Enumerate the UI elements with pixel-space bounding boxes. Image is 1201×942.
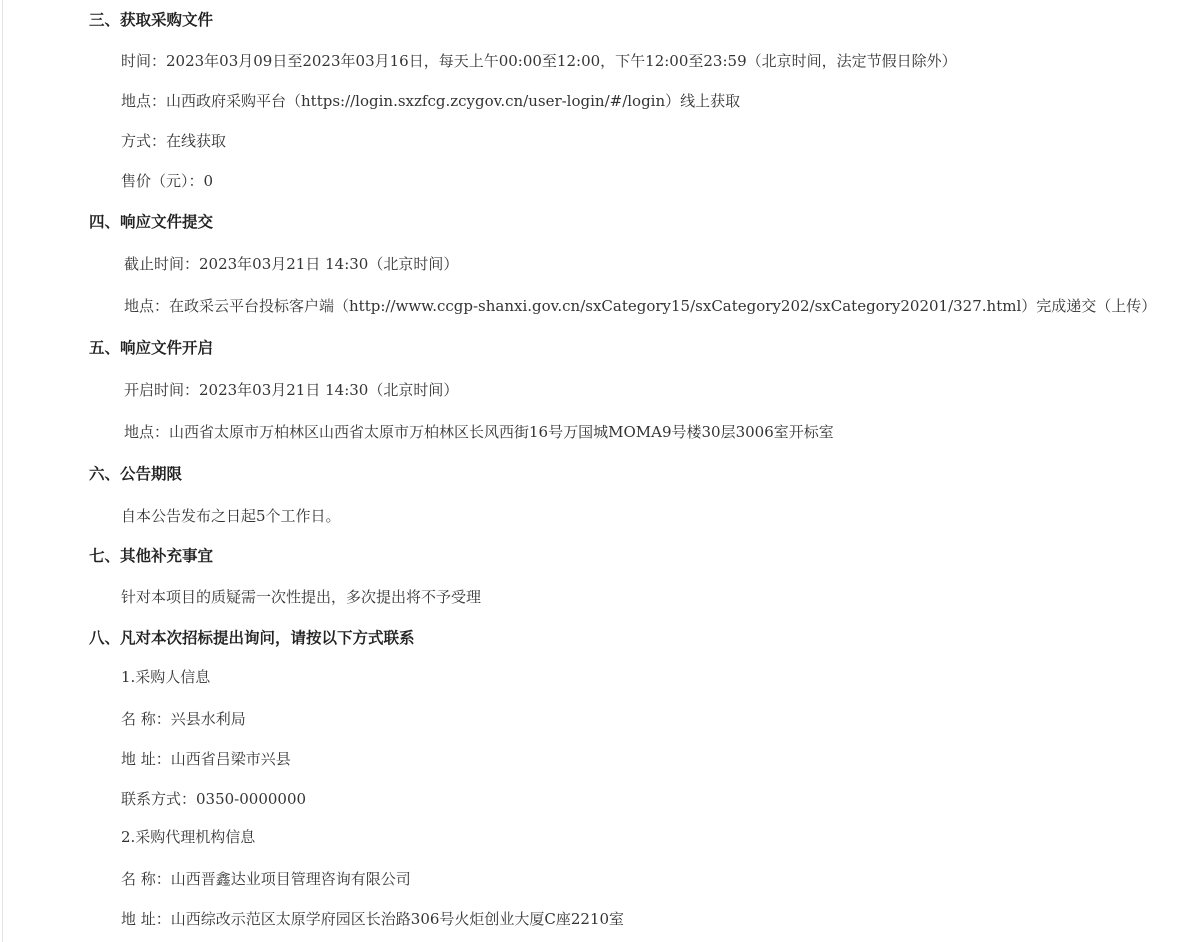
announcement-period-text: 自本公告发布之日起5个工作日。: [121, 507, 341, 525]
agency-name: 名 称：山西晋鑫达业项目管理咨询有限公司: [121, 870, 411, 888]
supplementary-text: 针对本项目的质疑需一次性提出，多次提出将不予受理: [121, 588, 482, 606]
submission-deadline: 截止时间：2023年03月21日 14:30（北京时间）: [124, 255, 459, 273]
section-heading-submission: 四、响应文件提交: [89, 213, 214, 231]
section-heading-announcement-period: 六、公告期限: [89, 465, 183, 483]
purchaser-name: 名 称：兴县水利局: [121, 710, 246, 728]
section-heading-supplementary: 七、其他补充事宜: [89, 547, 214, 565]
purchaser-info-title: 1.采购人信息: [121, 668, 211, 686]
purchaser-address: 地 址：山西省吕梁市兴县: [121, 750, 291, 768]
opening-time: 开启时间：2023年03月21日 14:30（北京时间）: [124, 381, 459, 399]
section-heading-opening: 五、响应文件开启: [89, 339, 214, 357]
opening-location: 地点：山西省太原市万柏林区山西省太原市万柏林区长风西街16号万国城MOMA9号楼30层3006室开标室: [124, 423, 834, 441]
section-heading-obtain-documents: 三、获取采购文件: [89, 11, 214, 29]
obtain-method: 方式：在线获取: [121, 132, 227, 150]
section-heading-contact: 八、凡对本次招标提出询问，请按以下方式联系: [89, 629, 415, 647]
obtain-time: 时间：2023年03月09日至2023年03月16日，每天上午00:00至12:00，下午12:00至23:59（北京时间，法定节假日除外）: [121, 52, 957, 70]
obtain-location: 地点：山西政府采购平台（https://login.sxzfcg.zcygov.cn/user-login/#/login）线上获取: [121, 92, 741, 110]
document-price: 售价（元）：0: [121, 172, 214, 190]
purchaser-contact: 联系方式：0350-0000000: [121, 790, 307, 808]
agency-info-title: 2.采购代理机构信息: [121, 828, 256, 846]
submission-location: 地点：在政采云平台投标客户端（http://www.ccgp-shanxi.gov.cn/sxCategory15/sxCategory202/sxCategory20201/327.html）完成递交（上传）: [124, 297, 1157, 315]
agency-address: 地 址：山西综改示范区太原学府园区长治路306号火炬创业大厦C座2210室: [121, 910, 625, 928]
